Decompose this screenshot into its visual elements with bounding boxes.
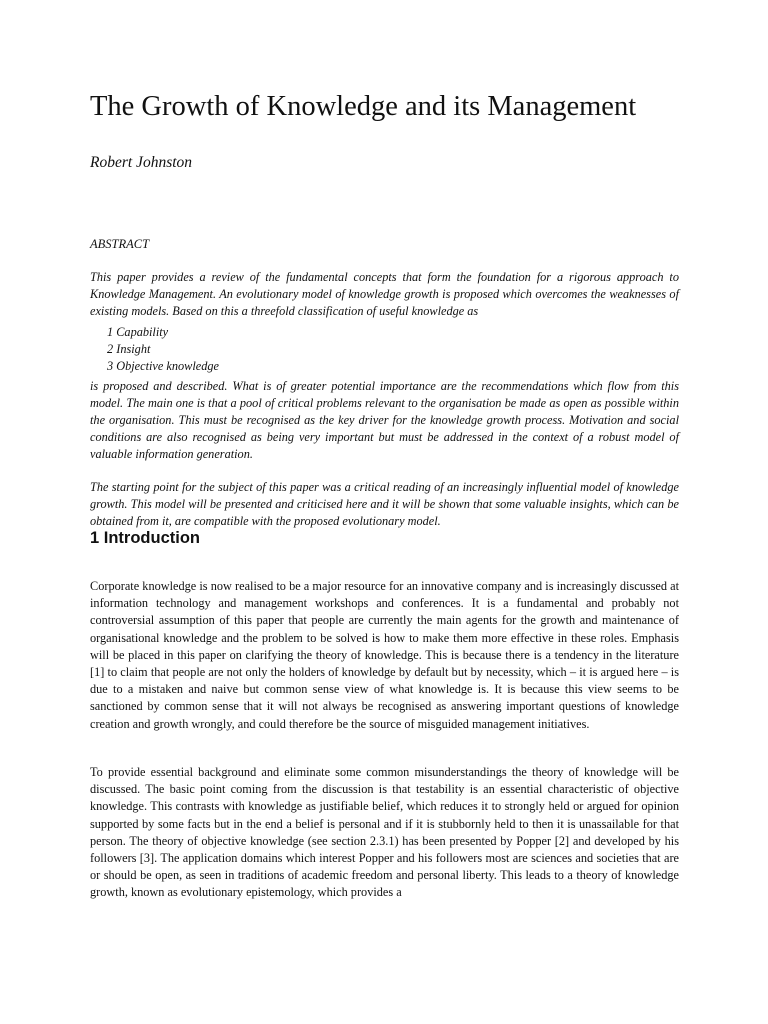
abstract-paragraph-3: The starting point for the subject of this paper was a critical reading of an increasingly influential model of knowledge growth. This model will be presented and criticised here and it will be shown that some valuable insights, which can be obtained from it, are compatible with the proposed evolutionary model. xyxy=(90,480,679,528)
introduction-paragraph-2: To provide essential background and eliminate some common misunderstandings the theory of knowledge will be discussed. The basic point coming from the discussion is that testability is an essential characteristic of objective knowledge. This contrasts with knowledge as justifiable belief, which reduces it to strongly held or argued for opinion supported by some facts but in the end a belief is personal and if it is stubbornly held to then it is unassailable for that person. The theory of objective knowledge (see section 2.3.1) has been presented by Popper [2] and developed by his followers [3]. The application domains which interest Popper and his followers most are sciences and societies that are or should be open, as seen in traditions of academic freedom and personal liberty. This leads to a theory of knowledge growth, known as evolutionary epistemology, which provides a xyxy=(90,765,679,900)
section-heading-introduction: 1 Introduction xyxy=(90,529,200,547)
list-item: 3 Objective knowledge xyxy=(107,359,219,373)
author-name: Robert Johnston xyxy=(90,154,193,171)
paper-title: The Growth of Knowledge and its Management xyxy=(90,91,637,122)
abstract-paragraph-1: This paper provides a review of the fundamental concepts that form the foundation for a rigorous approach to Knowledge Management. An evolutionary model of knowledge growth is proposed which overcomes the weaknesses of existing models. Based on this a threefold classification of useful knowledge as xyxy=(90,270,679,318)
abstract-heading: ABSTRACT xyxy=(90,237,150,251)
list-item: 1 Capability xyxy=(107,325,169,339)
abstract-paragraph-2: is proposed and described. What is of greater potential importance are the recommendations which flow from this model. The main one is that a pool of critical problems relevant to the organisation be made as open as possible within the organisation. This must be recognised as the key driver for the knowledge growth process. Motivation and social conditions are also recognised as being very important but must be addressed in the context of a robust model of valuable information generation. xyxy=(90,379,679,461)
introduction-paragraph-1: Corporate knowledge is now realised to be a major resource for an innovative company and is increasingly discussed at information technology and management workshops and conferences. It is a fundamental and probably not controversial assumption of this paper that people are currently the main agents for the growth and maintenance of organisational knowledge and the problem to be solved is how to make them more effective in these roles. Emphasis will be placed in this paper on clarifying the theory of knowledge. This is because there is a tendency in the literature [1] to claim that people are not only the holders of knowledge by default but by necessity, which – it is argued here – is due to a mistaken and naive but common sense view of what knowledge is. It is because this view seems to be sanctioned by common sense that it will not always be recognised as answering important questions of knowledge creation and growth wrongly, and could therefore be the source of misguided management initiatives. xyxy=(90,579,679,731)
knowledge-classification-list xyxy=(107,324,219,375)
list-item: 2 Insight xyxy=(107,342,151,356)
